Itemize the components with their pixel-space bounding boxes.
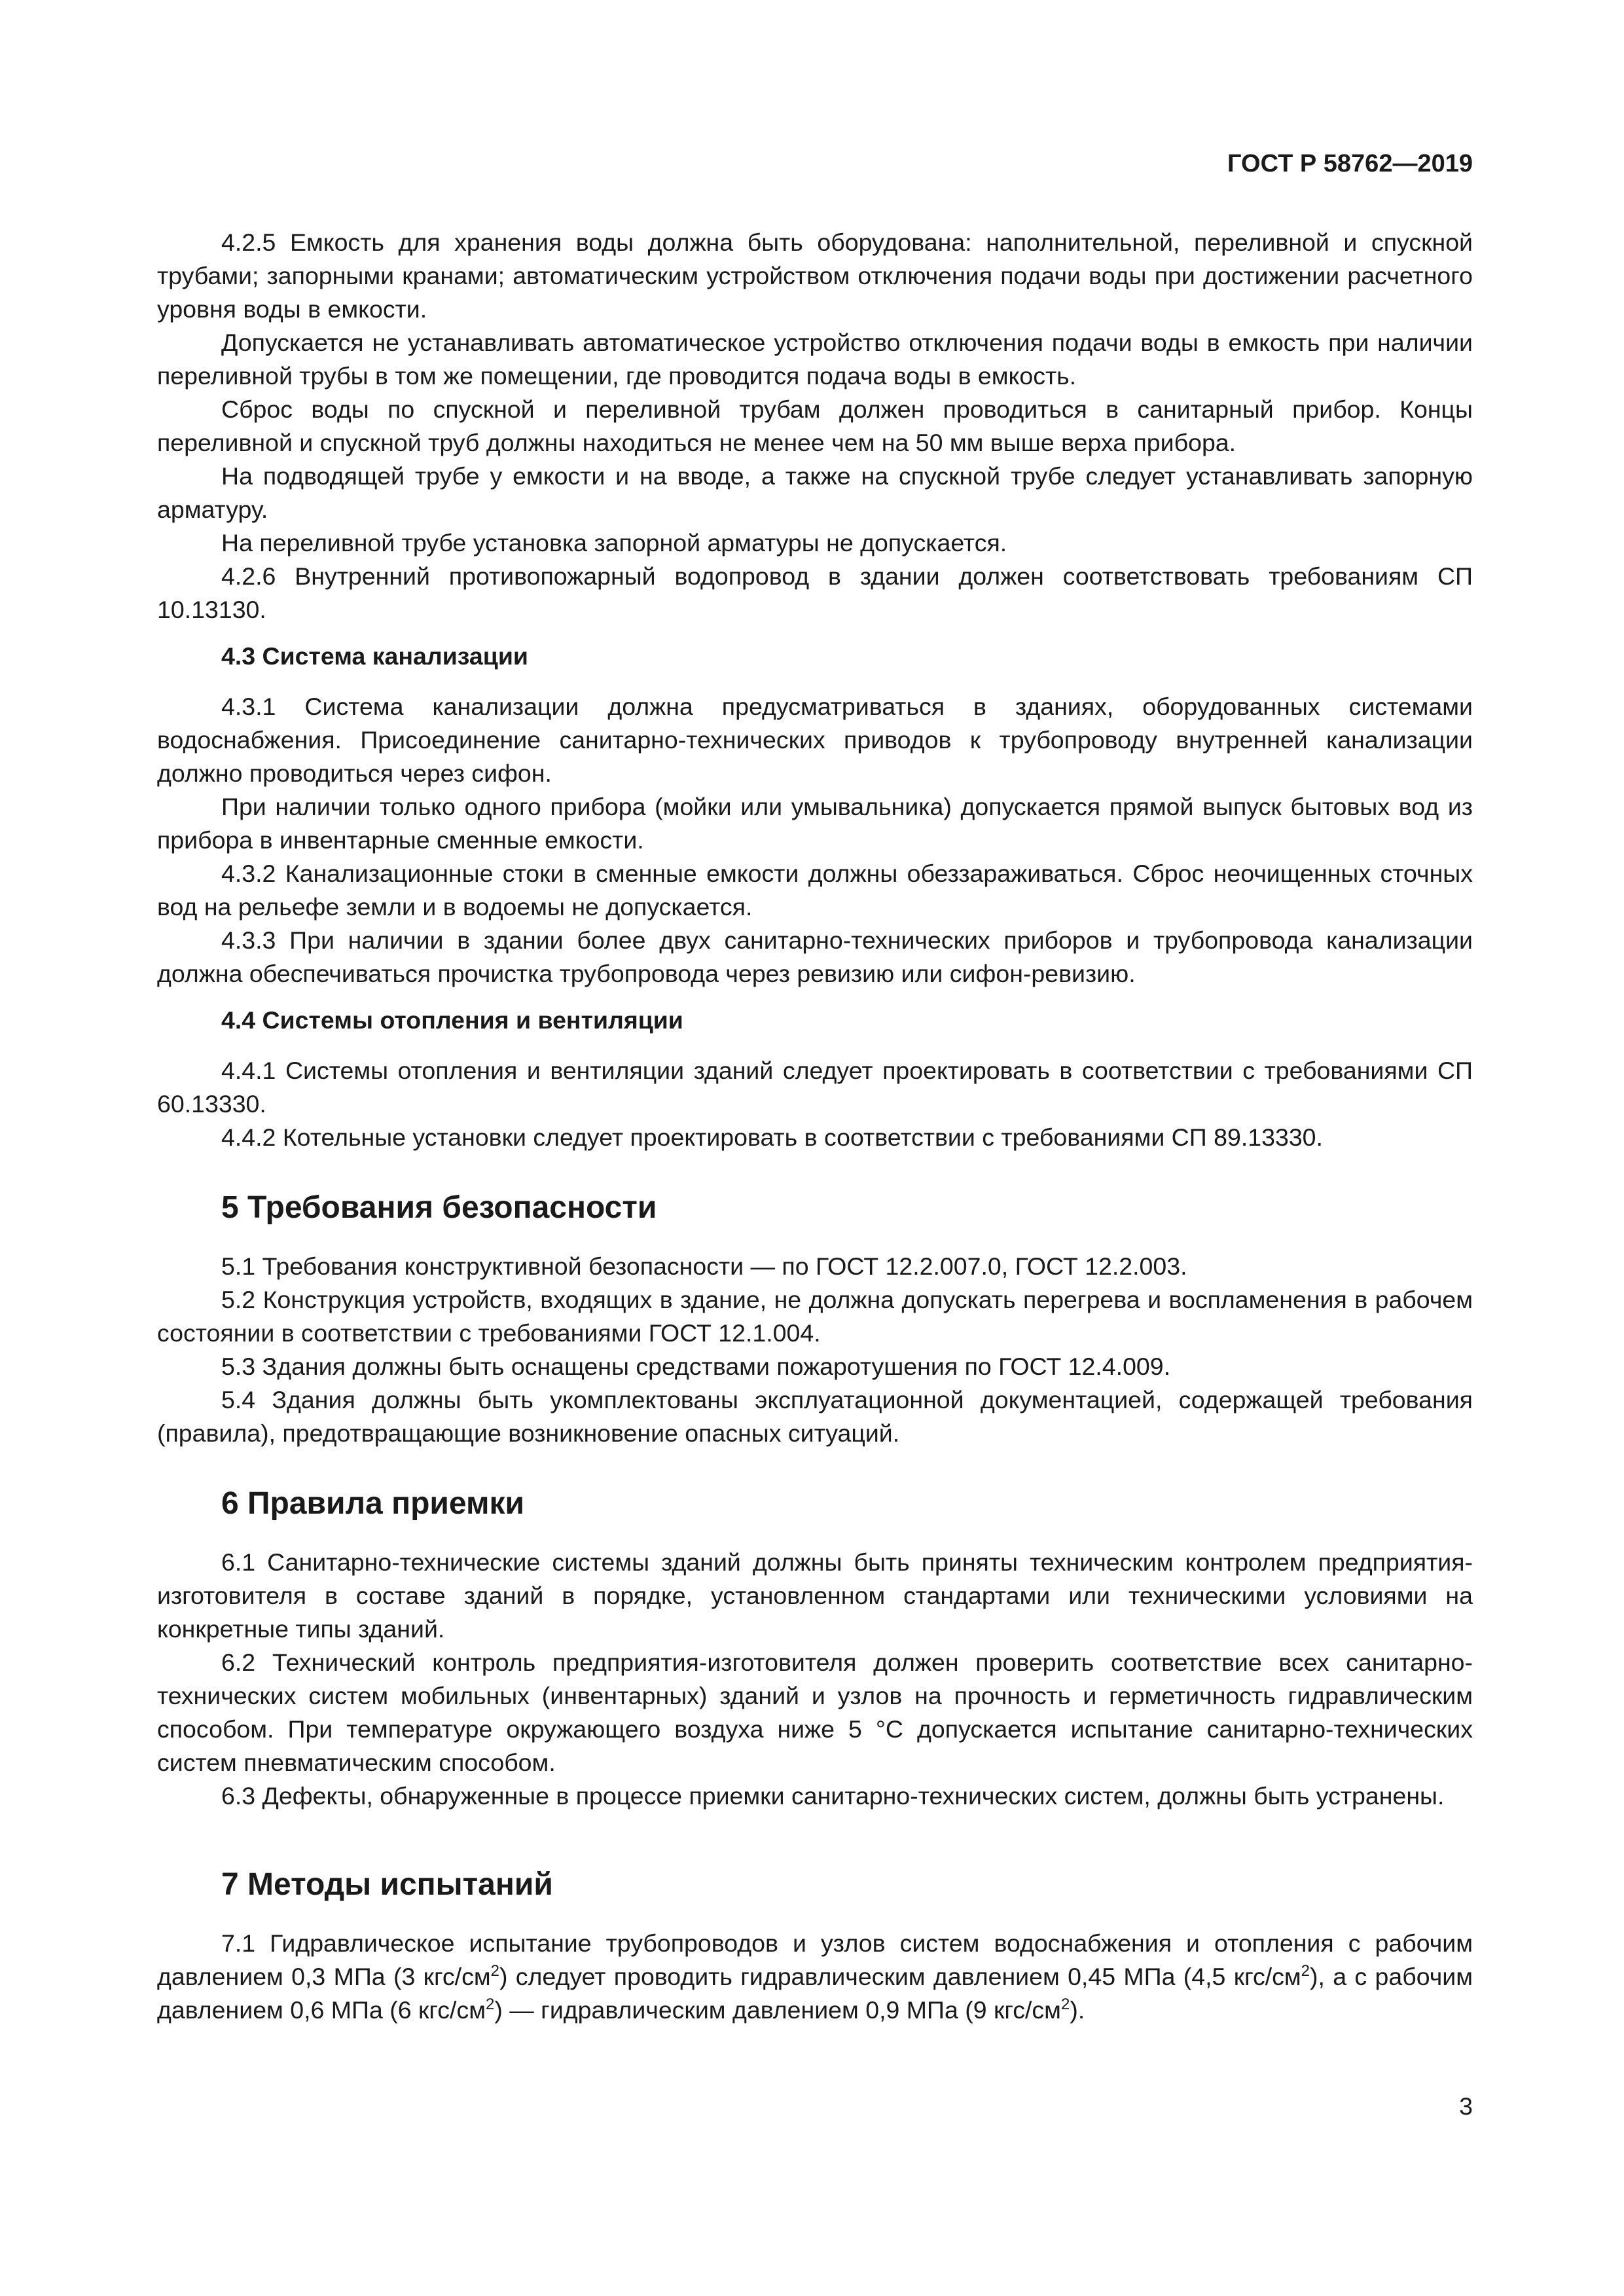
text-run: 7.1 Гидравлическое испытание трубопроводов и узлов систем водоснабжения и отопления с рабочим давлением 0,3 МПа (3 кгс/см	[157, 1929, 1473, 1990]
subsection-heading-4-3: 4.3 Система канализации	[221, 642, 528, 670]
page-number: 3	[1459, 2092, 1473, 2120]
superscript: 2	[1301, 1962, 1310, 1980]
paragraph-4-2-5: 4.2.5 Емкость для хранения воды должна быть оборудована: наполнительной, переливной и спускной трубами; запорными кранами; автоматическим устройством отключения подачи воды при достижении расчетного уровня воды в емкости.	[157, 228, 1473, 323]
text-run: ), а с рабочим давлением 0,6 МПа (6 кгс/см	[157, 1963, 1473, 2024]
section-heading-6: 6 Правила приемки	[221, 1486, 525, 1521]
paragraph-6-1: 6.1 Санитарно-технические системы зданий должны быть приняты техническим контролем предприятия-изготовителя в составе зданий в порядке, установленном стандартами или техническими условиями на конкретные типы зданий.	[157, 1548, 1473, 1643]
paragraph-5-1: 5.1 Требования конструктивной безопасности — по ГОСТ 12.2.007.0, ГОСТ 12.2.003.	[221, 1252, 1187, 1280]
superscript: 2	[490, 1962, 499, 1980]
text-run: ).	[1070, 1996, 1085, 2024]
paragraph-5-2: 5.2 Конструкция устройств, входящих в здание, не должна допускать перегрева и воспламенения в рабочем состоянии в соответствии с требованиями ГОСТ 12.1.004.	[157, 1286, 1473, 1347]
section-heading-7: 7 Методы испытаний	[221, 1867, 553, 1902]
paragraph: Сброс воды по спускной и переливной трубам должен проводиться в санитарный прибор. Концы переливной и спускной труб должны находиться не менее чем на 50 мм выше верха прибора.	[157, 395, 1473, 456]
subsection-heading-4-4: 4.4 Системы отопления и вентиляции	[221, 1006, 683, 1034]
paragraph-7-1	[157, 1927, 1473, 2027]
paragraph-5-4: 5.4 Здания должны быть укомплектованы эксплуатационной документацией, содержащей требования (правила), предотвращающие возникновение опасных ситуаций.	[157, 1386, 1473, 1447]
paragraph-5-3: 5.3 Здания должны быть оснащены средствами пожаротушения по ГОСТ 12.4.009.	[221, 1353, 1171, 1380]
superscript: 2	[485, 1995, 495, 2013]
text-run: ) следует проводить гидравлическим давлением 0,45 МПа (4,5 кгс/см	[499, 1963, 1301, 1990]
paragraph-4-3-2: 4.3.2 Канализационные стоки в сменные емкости должны обеззараживаться. Сброс неочищенных сточных вод на рельефе земли и в водоемы не допускается.	[157, 860, 1473, 920]
paragraph-6-3: 6.3 Дефекты, обнаруженные в процессе приемки санитарно-технических систем, должны быть устранены.	[221, 1782, 1445, 1810]
paragraph-4-2-6: 4.2.6 Внутренний противопожарный водопровод в здании должен соответствовать требованиям СП 10.13130.	[157, 562, 1473, 623]
paragraph-4-3-1: 4.3.1 Система канализации должна предусматриваться в зданиях, оборудованных системами водоснабжения. Присоединение санитарно-технических приводов к трубопроводу внутренней канализации должно проводиться через сифон.	[157, 693, 1473, 787]
superscript: 2	[1060, 1995, 1070, 2013]
document-code: ГОСТ Р 58762—2019	[1227, 150, 1473, 177]
paragraph: Допускается не устанавливать автоматическое устройство отключения подачи воды в емкость при наличии переливной трубы в том же помещении, где проводится подача воды в емкость.	[157, 329, 1473, 390]
paragraph-6-2: 6.2 Технический контроль предприятия-изготовителя должен проверить соответствие всех санитарно-технических систем мобильных (инвентарных) зданий и узлов на прочность и герметичность гидравлическим способом. При температуре окружающего воздуха ниже 5 °С допускается испытание санитарно-технических систем пневматическим способом.	[157, 1649, 1473, 1776]
paragraph: На подводящей трубе у емкости и на вводе, а также на спускной трубе следует устанавливать запорную арматуру.	[157, 462, 1473, 523]
paragraph-4-3-3: 4.3.3 При наличии в здании более двух санитарно-технических приборов и трубопровода канализации должна обеспечиваться прочистка трубопровода через ревизию или сифон-ревизию.	[157, 926, 1473, 987]
paragraph-4-4-2: 4.4.2 Котельные установки следует проектировать в соответствии с требованиями СП 89.13330.	[221, 1123, 1323, 1151]
paragraph: При наличии только одного прибора (мойки или умывальника) допускается прямой выпуск бытовых вод из прибора в инвентарные сменные емкости.	[157, 793, 1473, 854]
document-body	[157, 226, 1473, 2027]
section-heading-5: 5 Требования безопасности	[221, 1190, 657, 1225]
paragraph-4-4-1: 4.4.1 Системы отопления и вентиляции зданий следует проектировать в соответствии с требованиями СП 60.13330.	[157, 1057, 1473, 1118]
paragraph: На переливной трубе установка запорной арматуры не допускается.	[221, 529, 1007, 556]
text-run: ) — гидравлическим давлением 0,9 МПа (9 кгс/см	[494, 1996, 1061, 2024]
